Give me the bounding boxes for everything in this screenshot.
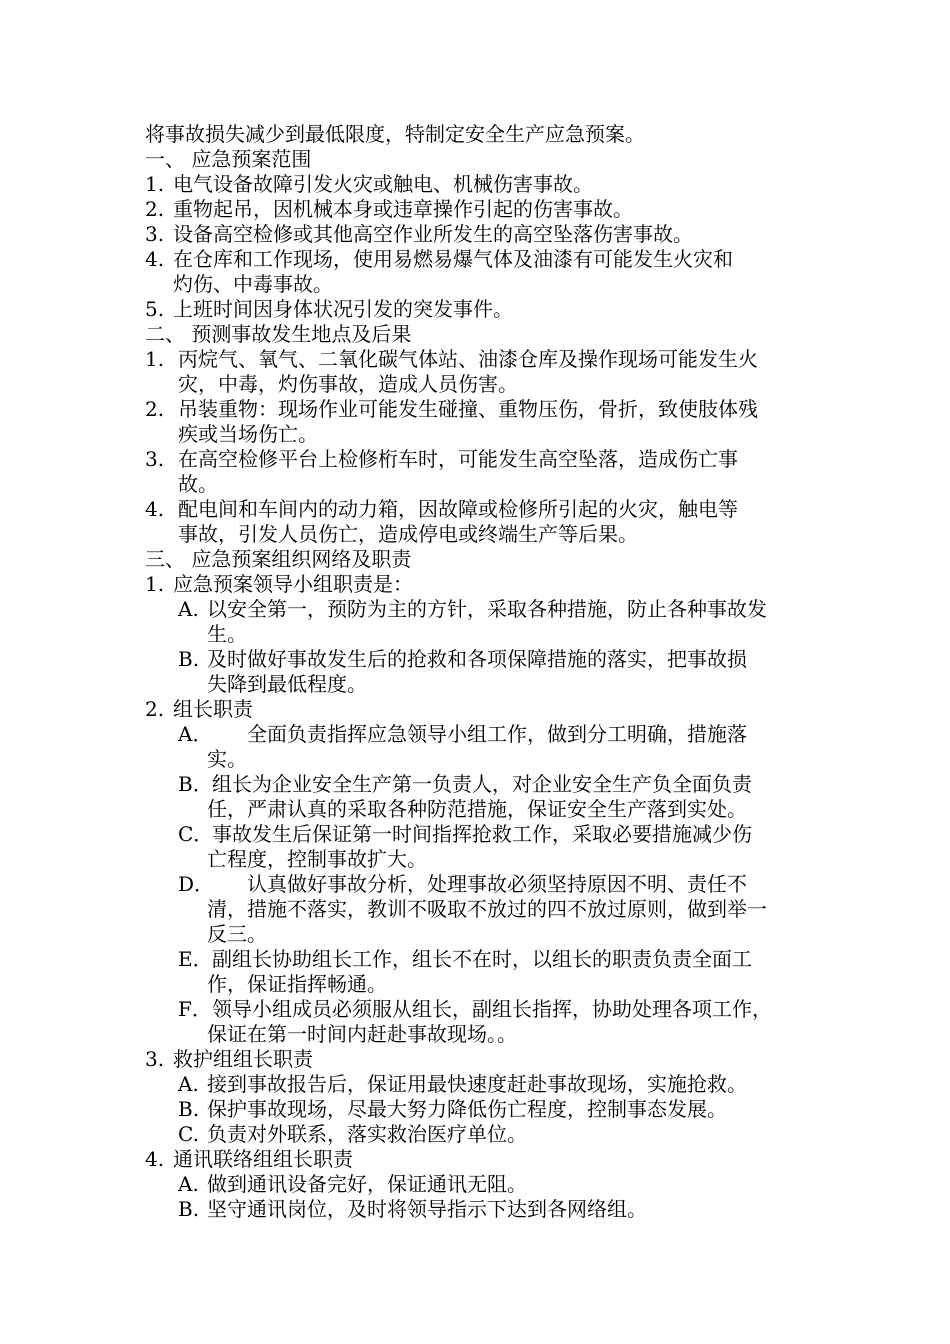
list-item: 4. 配电间和车间内的动力箱，因故障或检修所引起的火灾，触电等 事故，引发人员伤亡，造成停电或终端生产等后果。 [145, 497, 738, 546]
sub-item: D． 认真做好事故分析，处理事故必须坚持原因不明、责任不 清，措施不落实，教训不吸取不放过的四不放过原则，做到举一 反三。 [178, 872, 767, 946]
list-item: 1. 电气设备故障引发火灾或触电、机械伤害事故。 [145, 172, 593, 196]
list-item: 4. 在仓库和工作现场，使用易燃易爆气体及油漆有可能发生火灾和 灼伤、中毒事故。 [145, 247, 733, 296]
list-item: 2. 组长职责 [145, 697, 253, 721]
list-item: 3. 在高空检修平台上检修桁车时，可能发生高空坠落，造成伤亡事 故。 [145, 447, 738, 496]
document-page [145, 122, 825, 1222]
sub-item: F． 领导小组成员必须服从组长，副组长指挥，协助处理各项工作， 保证在第一时间内赶赴事故现场。。 [178, 997, 772, 1046]
list-item: 2. 吊装重物：现场作业可能发生碰撞、重物压伤，骨折，致使肢体残 疾或当场伤亡。 [145, 397, 758, 446]
section-heading: 一、 应急预案范围 [145, 147, 312, 171]
list-item: 4. 通讯联络组组长职责 [145, 1147, 353, 1171]
list-item: 5. 上班时间因身体状况引发的突发事件。 [145, 297, 513, 321]
section-heading: 三、 应急预案组织网络及职责 [145, 547, 412, 571]
sub-item: C. 负责对外联系，落实救治医疗单位。 [178, 1122, 527, 1146]
sub-item: C． 事故发生后保证第一时间指挥抢救工作，采取必要措施减少伤 亡程度，控制事故扩大。 [178, 822, 752, 871]
list-item: 1. 应急预案领导小组职责是： [145, 572, 413, 596]
section-heading: 二、 预测事故发生地点及后果 [145, 322, 412, 346]
list-item: 3. 救护组组长职责 [145, 1047, 313, 1071]
sub-item: B. 坚守通讯岗位，及时将领导指示下达到各网络组。 [178, 1197, 647, 1221]
intro-line: 将事故损失减少到最低限度，特制定安全生产应急预案。 [145, 122, 645, 146]
sub-item: B． 组长为企业安全生产第一负责人，对企业安全生产负全面负责 任，严肃认真的采取各种防范措施，保证安全生产落到实处。 [178, 772, 752, 821]
sub-item: B. 保护事故现场，尽最大努力降低伤亡程度，控制事态发展。 [178, 1097, 727, 1121]
sub-item: A. 做到通讯设备完好，保证通讯无阻。 [178, 1172, 527, 1196]
list-item: 1. 丙烷气、氧气、二氧化碳气体站、油漆仓库及操作现场可能发生火 灾，中毒，灼伤事故，造成人员伤害。 [145, 347, 758, 396]
sub-item: A. 以安全第一，预防为主的方针，采取各种措施，防止各种事故发 生。 [178, 597, 767, 646]
sub-item: A. 接到事故报告后，保证用最快速度赶赴事故现场，实施抢救。 [178, 1072, 747, 1096]
list-item: 3. 设备高空检修或其他高空作业所发生的高空坠落伤害事故。 [145, 222, 693, 246]
sub-item: B. 及时做好事故发生后的抢救和各项保障措施的落实，把事故损 失降到最低程度。 [178, 647, 747, 696]
list-item: 2. 重物起吊，因机械本身或违章操作引起的伤害事故。 [145, 197, 633, 221]
sub-item: E． 副组长协助组长工作，组长不在时，以组长的职责负责全面工 作，保证指挥畅通。 [178, 947, 752, 996]
sub-item: A． 全面负责指挥应急领导小组工作，做到分工明确，措施落 实。 [178, 722, 747, 771]
